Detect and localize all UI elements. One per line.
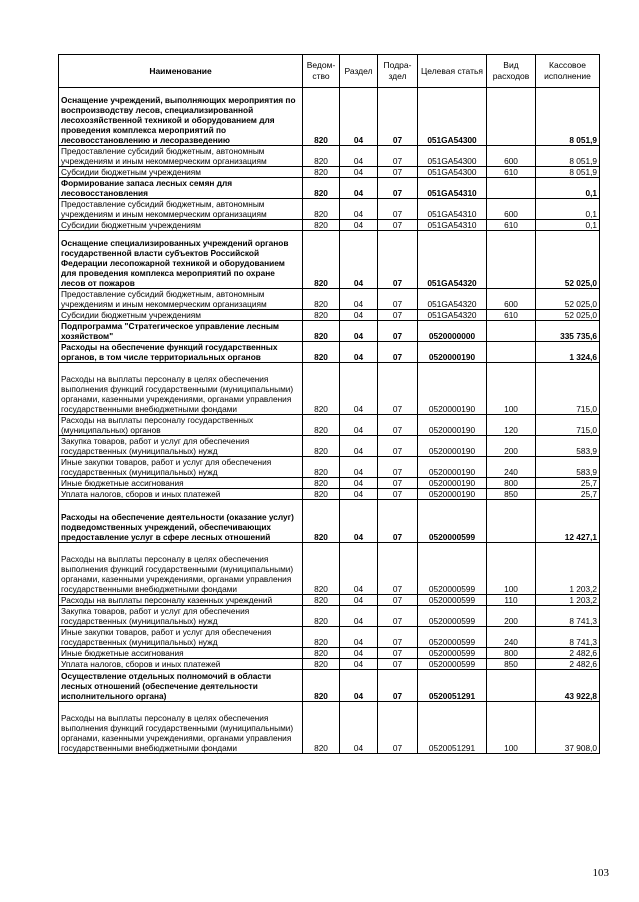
cell-subsection: 07 [378, 606, 418, 627]
header-target-article: Целевая статья [418, 55, 487, 88]
cell-target-article: 0520000190 [418, 489, 487, 500]
header-expense-type: Вид расходов [487, 55, 536, 88]
cell-cash-execution: 715,0 [536, 363, 600, 415]
cell-department: 820 [303, 648, 340, 659]
cell-section: 04 [340, 289, 378, 310]
cell-department: 820 [303, 489, 340, 500]
cell-name: Закупка товаров, работ и услуг для обеспечения государственных (муниципальных) нужд [59, 436, 303, 457]
cell-name: Иные бюджетные ассигнования [59, 648, 303, 659]
cell-target-article: 0520000190 [418, 342, 487, 363]
cell-department: 820 [303, 88, 340, 146]
cell-department: 820 [303, 146, 340, 167]
cell-subsection: 07 [378, 702, 418, 754]
cell-target-article: 051GA54320 [418, 310, 487, 321]
cell-subsection: 07 [378, 88, 418, 146]
table-row [59, 220, 600, 231]
table-row [59, 670, 600, 702]
cell-section: 04 [340, 659, 378, 670]
cell-subsection: 07 [378, 457, 418, 478]
cell-target-article: 051GA54300 [418, 146, 487, 167]
cell-cash-execution: 583,9 [536, 436, 600, 457]
table-row [59, 415, 600, 436]
cell-target-article: 051GA54320 [418, 289, 487, 310]
cell-department: 820 [303, 595, 340, 606]
cell-department: 820 [303, 627, 340, 648]
table-row [59, 489, 600, 500]
table-row [59, 167, 600, 178]
cell-target-article: 0520000599 [418, 627, 487, 648]
cell-expense-type: 850 [487, 659, 536, 670]
table-row [59, 231, 600, 289]
cell-name: Подпрограмма "Стратегическое управление лесным хозяйством" [59, 321, 303, 342]
cell-cash-execution: 52 025,0 [536, 310, 600, 321]
cell-cash-execution: 335 735,6 [536, 321, 600, 342]
cell-section: 04 [340, 310, 378, 321]
cell-cash-execution: 0,1 [536, 178, 600, 199]
cell-cash-execution: 25,7 [536, 489, 600, 500]
cell-name: Иные бюджетные ассигнования [59, 478, 303, 489]
cell-target-article: 0520000599 [418, 648, 487, 659]
cell-name: Иные закупки товаров, работ и услуг для обеспечения государственных (муниципальных) нужд [59, 457, 303, 478]
cell-department: 820 [303, 289, 340, 310]
table-row [59, 436, 600, 457]
cell-section: 04 [340, 178, 378, 199]
cell-expense-type [487, 88, 536, 146]
cell-section: 04 [340, 415, 378, 436]
cell-expense-type: 240 [487, 627, 536, 648]
cell-expense-type: 120 [487, 415, 536, 436]
cell-expense-type: 200 [487, 436, 536, 457]
table-header-row [59, 55, 600, 88]
header-cash-execution: Кассовое исполнение [536, 55, 600, 88]
cell-name: Расходы на выплаты персоналу государственных (муниципальных) органов [59, 415, 303, 436]
cell-section: 04 [340, 670, 378, 702]
cell-expense-type: 600 [487, 146, 536, 167]
cell-name: Уплата налогов, сборов и иных платежей [59, 489, 303, 500]
cell-section: 04 [340, 702, 378, 754]
cell-target-article: 051GA54300 [418, 167, 487, 178]
table-row [59, 702, 600, 754]
cell-name: Расходы на выплаты персоналу казенных учреждений [59, 595, 303, 606]
cell-subsection: 07 [378, 199, 418, 220]
cell-department: 820 [303, 363, 340, 415]
table-row [59, 310, 600, 321]
cell-section: 04 [340, 543, 378, 595]
cell-expense-type [487, 178, 536, 199]
cell-subsection: 07 [378, 659, 418, 670]
cell-target-article: 051GA54320 [418, 231, 487, 289]
cell-name: Предоставление субсидий бюджетным, автономным учреждениям и иным некоммерческим организациям [59, 289, 303, 310]
cell-name: Расходы на выплаты персоналу в целях обеспечения выполнения функций государственными (муниципальными) органами, казенными учреждениями, органами управления государственными внебюджетными фондами [59, 363, 303, 415]
header-department: Ведом-ство [303, 55, 340, 88]
cell-target-article: 051GA54310 [418, 220, 487, 231]
cell-cash-execution: 1 203,2 [536, 543, 600, 595]
table-row [59, 478, 600, 489]
budget-table [58, 54, 600, 754]
table-row [59, 178, 600, 199]
cell-name: Расходы на обеспечение функций государственных органов, в том числе территориальных органов [59, 342, 303, 363]
cell-section: 04 [340, 231, 378, 289]
cell-section: 04 [340, 489, 378, 500]
cell-subsection: 07 [378, 310, 418, 321]
cell-section: 04 [340, 342, 378, 363]
cell-target-article: 0520000190 [418, 457, 487, 478]
cell-cash-execution: 8 051,9 [536, 167, 600, 178]
cell-target-article: 0520000599 [418, 595, 487, 606]
cell-department: 820 [303, 436, 340, 457]
cell-cash-execution: 1 324,6 [536, 342, 600, 363]
cell-name: Уплата налогов, сборов и иных платежей [59, 659, 303, 670]
cell-department: 820 [303, 670, 340, 702]
cell-cash-execution: 2 482,6 [536, 648, 600, 659]
cell-section: 04 [340, 606, 378, 627]
cell-cash-execution: 52 025,0 [536, 289, 600, 310]
cell-section: 04 [340, 167, 378, 178]
cell-subsection: 07 [378, 436, 418, 457]
cell-cash-execution: 37 908,0 [536, 702, 600, 754]
cell-department: 820 [303, 199, 340, 220]
cell-expense-type: 100 [487, 543, 536, 595]
cell-name: Расходы на выплаты персоналу в целях обеспечения выполнения функций государственными (муниципальными) органами, казенными учреждениями, органами управления государственными внебюджетными фондами [59, 543, 303, 595]
cell-department: 820 [303, 478, 340, 489]
cell-name: Предоставление субсидий бюджетным, автономным учреждениям и иным некоммерческим организациям [59, 199, 303, 220]
cell-subsection: 07 [378, 363, 418, 415]
cell-name: Расходы на обеспечение деятельности (оказание услуг) подведомственных учреждений, обеспечивающих предоставление услуг в сфере лесных отношений [59, 500, 303, 543]
table-row [59, 321, 600, 342]
cell-subsection: 07 [378, 167, 418, 178]
cell-target-article: 0520000599 [418, 606, 487, 627]
cell-target-article: 0520000599 [418, 659, 487, 670]
table-row [59, 363, 600, 415]
cell-cash-execution: 0,1 [536, 199, 600, 220]
cell-expense-type [487, 342, 536, 363]
cell-department: 820 [303, 310, 340, 321]
cell-expense-type [487, 321, 536, 342]
cell-name: Субсидии бюджетным учреждениям [59, 310, 303, 321]
cell-expense-type: 600 [487, 199, 536, 220]
cell-subsection: 07 [378, 321, 418, 342]
cell-target-article: 0520000599 [418, 500, 487, 543]
table-row [59, 627, 600, 648]
cell-expense-type: 850 [487, 489, 536, 500]
cell-cash-execution: 583,9 [536, 457, 600, 478]
cell-subsection: 07 [378, 500, 418, 543]
cell-section: 04 [340, 88, 378, 146]
cell-section: 04 [340, 500, 378, 543]
cell-target-article: 051GA54300 [418, 88, 487, 146]
cell-department: 820 [303, 500, 340, 543]
cell-section: 04 [340, 436, 378, 457]
cell-subsection: 07 [378, 231, 418, 289]
cell-subsection: 07 [378, 220, 418, 231]
cell-target-article: 0520051291 [418, 702, 487, 754]
table-row [59, 648, 600, 659]
table-row [59, 88, 600, 146]
cell-target-article: 051GA54310 [418, 178, 487, 199]
cell-name: Оснащение учреждений, выполняющих мероприятия по воспроизводству лесов, специализированной лесохозяйственной техникой и оборудованием для проведения комплекса мероприятий по лесовосстановлению и лесоразведению [59, 88, 303, 146]
cell-section: 04 [340, 321, 378, 342]
cell-cash-execution: 52 025,0 [536, 231, 600, 289]
table-row [59, 457, 600, 478]
cell-target-article: 051GA54310 [418, 199, 487, 220]
table-row [59, 342, 600, 363]
cell-subsection: 07 [378, 289, 418, 310]
cell-expense-type: 110 [487, 595, 536, 606]
cell-subsection: 07 [378, 627, 418, 648]
cell-target-article: 0520000190 [418, 436, 487, 457]
cell-subsection: 07 [378, 489, 418, 500]
cell-department: 820 [303, 543, 340, 595]
cell-name: Осуществление отдельных полномочий в области лесных отношений (обеспечение деятельности исполнительного органа) [59, 670, 303, 702]
header-name: Наименование [59, 55, 303, 88]
cell-department: 820 [303, 220, 340, 231]
cell-expense-type: 610 [487, 167, 536, 178]
cell-subsection: 07 [378, 478, 418, 489]
header-section: Раздел [340, 55, 378, 88]
table-row [59, 289, 600, 310]
table-row [59, 606, 600, 627]
cell-section: 04 [340, 648, 378, 659]
cell-name: Расходы на выплаты персоналу в целях обеспечения выполнения функций государственными (муниципальными) органами, казенными учреждениями, органами управления государственными внебюджетными фондами [59, 702, 303, 754]
table-row [59, 199, 600, 220]
cell-cash-execution: 12 427,1 [536, 500, 600, 543]
cell-section: 04 [340, 363, 378, 415]
cell-cash-execution: 0,1 [536, 220, 600, 231]
cell-subsection: 07 [378, 415, 418, 436]
cell-cash-execution: 8 051,9 [536, 146, 600, 167]
cell-expense-type: 200 [487, 606, 536, 627]
cell-subsection: 07 [378, 543, 418, 595]
cell-subsection: 07 [378, 595, 418, 606]
cell-subsection: 07 [378, 648, 418, 659]
cell-section: 04 [340, 199, 378, 220]
cell-section: 04 [340, 595, 378, 606]
cell-section: 04 [340, 457, 378, 478]
cell-name: Оснащение специализированных учреждений органов государственной власти субъектов Российской Федерации лесопожарной техникой и оборудованием для проведения комплекса мероприятий по охране лесов от пожаров [59, 231, 303, 289]
table-row [59, 595, 600, 606]
cell-expense-type: 100 [487, 363, 536, 415]
cell-department: 820 [303, 321, 340, 342]
cell-target-article: 0520051291 [418, 670, 487, 702]
cell-department: 820 [303, 702, 340, 754]
cell-expense-type: 240 [487, 457, 536, 478]
cell-department: 820 [303, 659, 340, 670]
cell-expense-type [487, 231, 536, 289]
cell-section: 04 [340, 478, 378, 489]
cell-department: 820 [303, 167, 340, 178]
cell-cash-execution: 2 482,6 [536, 659, 600, 670]
header-subsection: Подра-здел [378, 55, 418, 88]
cell-name: Закупка товаров, работ и услуг для обеспечения государственных (муниципальных) нужд [59, 606, 303, 627]
cell-department: 820 [303, 415, 340, 436]
cell-department: 820 [303, 606, 340, 627]
cell-department: 820 [303, 457, 340, 478]
table-row [59, 659, 600, 670]
cell-subsection: 07 [378, 342, 418, 363]
cell-expense-type: 610 [487, 220, 536, 231]
cell-name: Субсидии бюджетным учреждениям [59, 220, 303, 231]
cell-cash-execution: 8 051,9 [536, 88, 600, 146]
cell-department: 820 [303, 231, 340, 289]
table-row [59, 543, 600, 595]
cell-section: 04 [340, 220, 378, 231]
table-row [59, 500, 600, 543]
cell-department: 820 [303, 342, 340, 363]
cell-section: 04 [340, 627, 378, 648]
cell-target-article: 0520000599 [418, 543, 487, 595]
cell-expense-type [487, 500, 536, 543]
cell-expense-type: 610 [487, 310, 536, 321]
cell-expense-type [487, 670, 536, 702]
cell-subsection: 07 [378, 670, 418, 702]
cell-target-article: 0520000190 [418, 363, 487, 415]
cell-name: Формирование запаса лесных семян для лесовосстановления [59, 178, 303, 199]
table-row [59, 146, 600, 167]
cell-section: 04 [340, 146, 378, 167]
cell-subsection: 07 [378, 146, 418, 167]
cell-name: Иные закупки товаров, работ и услуг для обеспечения государственных (муниципальных) нужд [59, 627, 303, 648]
cell-expense-type: 800 [487, 648, 536, 659]
cell-cash-execution: 43 922,8 [536, 670, 600, 702]
cell-name: Субсидии бюджетным учреждениям [59, 167, 303, 178]
cell-target-article: 0520000190 [418, 478, 487, 489]
cell-expense-type: 600 [487, 289, 536, 310]
page-number: 103 [592, 867, 609, 879]
cell-target-article: 0520000190 [418, 415, 487, 436]
cell-cash-execution: 25,7 [536, 478, 600, 489]
cell-expense-type: 800 [487, 478, 536, 489]
cell-expense-type: 100 [487, 702, 536, 754]
cell-department: 820 [303, 178, 340, 199]
cell-subsection: 07 [378, 178, 418, 199]
cell-name: Предоставление субсидий бюджетным, автономным учреждениям и иным некоммерческим организациям [59, 146, 303, 167]
cell-target-article: 0520000000 [418, 321, 487, 342]
cell-cash-execution: 715,0 [536, 415, 600, 436]
cell-cash-execution: 1 203,2 [536, 595, 600, 606]
cell-cash-execution: 8 741,3 [536, 606, 600, 627]
cell-cash-execution: 8 741,3 [536, 627, 600, 648]
